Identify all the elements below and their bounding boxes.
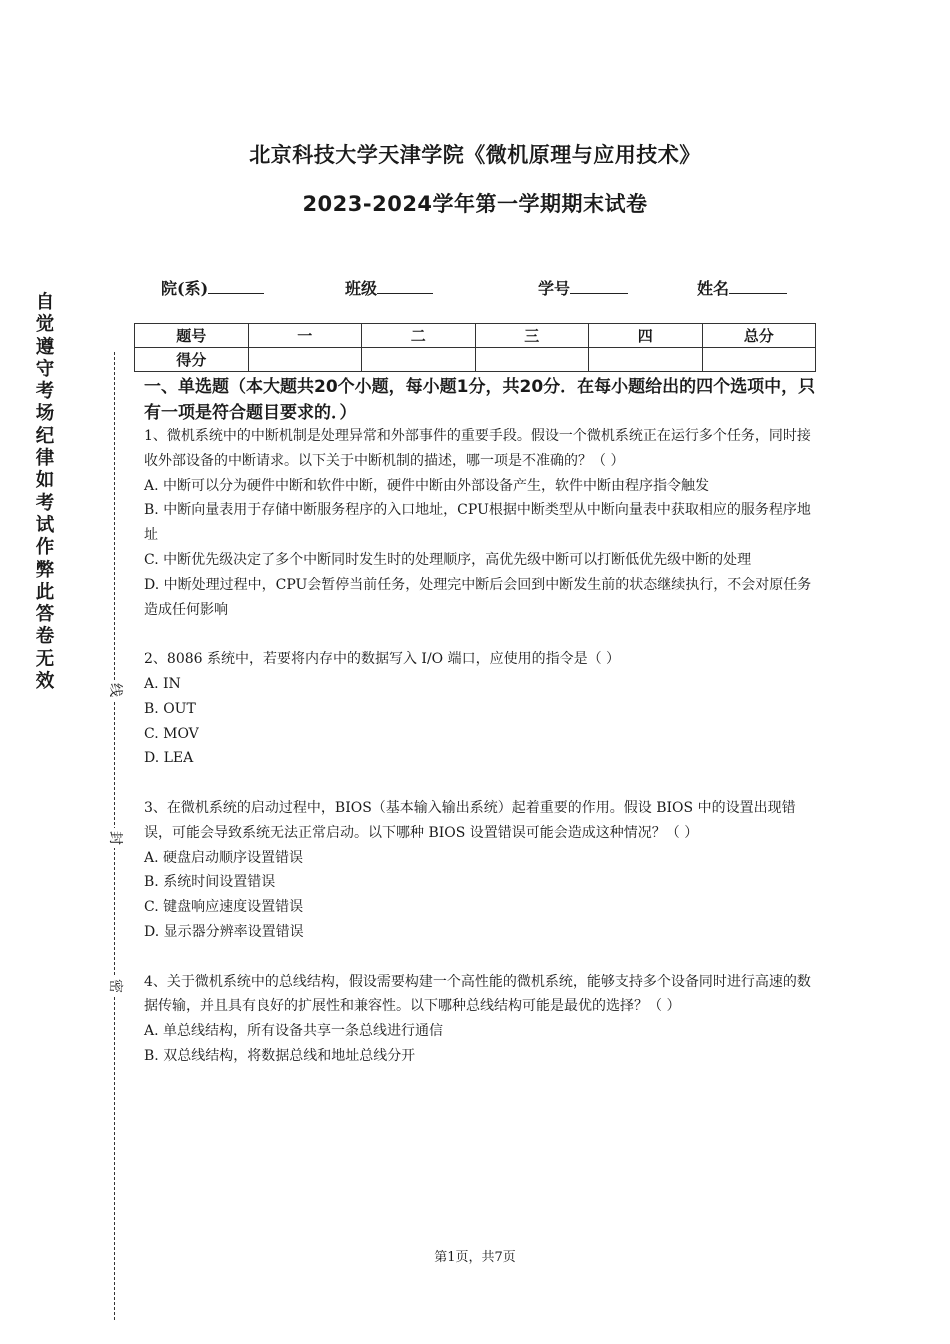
name-field[interactable] (697, 276, 787, 299)
question-4 (144, 970, 820, 1069)
option-a[interactable]: A. IN (144, 675, 181, 692)
seal-mark-secret: 密 (104, 976, 126, 996)
score-cell[interactable] (362, 348, 476, 372)
notice-char: 自 (35, 292, 55, 313)
page-number: 第1页，共7页 (434, 1250, 516, 1265)
option-b[interactable]: B. 系统时间设置错误 (144, 874, 276, 891)
seal-mark-line: 线 (104, 680, 126, 700)
score-header-cell: 题号 (135, 324, 249, 348)
score-cell[interactable] (475, 348, 589, 372)
score-header-cell: 二 (362, 324, 476, 348)
question-list (144, 424, 820, 1069)
option-c[interactable]: C. 中断优先级决定了多个中断同时发生时的处理顺序，高优先级中断可以打断低优先级中断的处理 (144, 551, 752, 568)
option-c[interactable]: C. 键盘响应速度设置错误 (144, 899, 304, 916)
question-spacer (144, 945, 820, 970)
notice-char: 此 (35, 581, 55, 603)
section-heading: 一、单选题（本大题共20个小题，每小题1分，共20分．在每小题给出的四个选项中，只有一项是符合题目要求的．） (144, 377, 816, 423)
notice-char: 答 (35, 604, 55, 626)
student-id-field[interactable] (538, 276, 628, 299)
option-d[interactable]: D. LEA (144, 750, 194, 767)
notice-char: 律 (35, 448, 55, 470)
option-c[interactable]: C. MOV (144, 725, 199, 742)
score-header-cell: 总分 (702, 324, 816, 348)
class-field[interactable] (345, 276, 433, 299)
score-header-cell: 四 (589, 324, 703, 348)
option-b[interactable]: B. OUT (144, 700, 196, 717)
notice-char: 弊 (35, 559, 55, 581)
option-b[interactable]: B. 双总线结构，将数据总线和地址总线分开 (144, 1047, 416, 1064)
question-3 (144, 796, 820, 945)
exam-title-line2: 2023-2024学年第一学期期末试卷 (302, 192, 648, 216)
question-spacer (144, 622, 820, 647)
department-blank[interactable] (208, 277, 264, 294)
notice-char: 无 (35, 648, 55, 670)
option-a[interactable]: A. 单总线结构，所有设备共享一条总线进行通信 (144, 1023, 444, 1040)
name-label: 姓名 (697, 279, 730, 298)
option-a[interactable]: A. 中断可以分为硬件中断和软件中断，硬件中断由外部设备产生，软件中断由程序指令触发 (144, 477, 710, 494)
score-header-cell: 一 (248, 324, 362, 348)
notice-char: 守 (35, 358, 55, 380)
student-id-label: 学号 (538, 279, 571, 298)
question-spacer (144, 771, 820, 796)
question-2 (144, 647, 820, 771)
option-d[interactable]: D. 中断处理过程中，CPU会暂停当前任务，处理完中断后会回到中断发生前的状态继续执行，不会对原任务造成任何影响 (144, 576, 812, 618)
student-id-blank[interactable] (570, 277, 628, 294)
exam-title-line1: 北京科技大学天津学院《微机原理与应用技术》 (249, 143, 701, 167)
notice-char: 作 (35, 537, 55, 559)
question-stem: 2、8086 系统中，若要将内存中的数据写入 I/O 端口，应使用的指令是（ ） (144, 651, 621, 668)
notice-char: 纪 (35, 425, 55, 447)
score-row-label: 得分 (135, 348, 249, 372)
class-blank[interactable] (377, 277, 433, 294)
score-cell[interactable] (589, 348, 703, 372)
department-field[interactable] (161, 276, 264, 299)
option-d[interactable]: D. 显示器分辨率设置错误 (144, 923, 304, 940)
notice-char: 场 (35, 403, 55, 425)
score-header-cell: 三 (475, 324, 589, 348)
notice-char: 效 (35, 671, 55, 693)
notice-char: 遵 (35, 336, 55, 358)
notice-char: 卷 (35, 626, 55, 648)
score-cell[interactable] (248, 348, 362, 372)
score-table-header-row (135, 324, 816, 348)
name-blank[interactable] (729, 277, 787, 294)
question-stem: 3、在微机系统的启动过程中，BIOS（基本输入输出系统）起着重要的作用。假设 BIOS 中的设置出现错误，可能会导致系统无法正常启动。以下哪种 BIOS 设置错误可能会造成这种情况？（ ） (144, 799, 796, 841)
notice-char: 考 (35, 381, 55, 403)
notice-char: 觉 (35, 314, 55, 336)
notice-char: 考 (35, 492, 55, 514)
seal-mark-seal: 封 (104, 828, 126, 848)
exam-discipline-notice (30, 292, 60, 693)
department-label: 院(系) (161, 279, 209, 298)
question-stem: 1、微机系统中的中断机制是处理异常和外部事件的重要手段。假设一个微机系统正在运行多个任务，同时接收外部设备的中断请求。以下关于中断机制的描述，哪一项是不准确的？（ ） (144, 428, 811, 469)
score-table-score-row (135, 348, 816, 372)
notice-char: 如 (35, 470, 55, 492)
class-label: 班级 (345, 279, 378, 298)
score-cell[interactable] (702, 348, 816, 372)
score-table (134, 323, 816, 372)
option-a[interactable]: A. 硬盘启动顺序设置错误 (144, 849, 304, 866)
question-stem: 4、关于微机系统中的总线结构，假设需要构建一个高性能的微机系统，能够支持多个设备同时进行高速的数据传输，并且具有良好的扩展性和兼容性。以下哪种总线结构可能是最优的选择？（ ） (144, 973, 811, 1015)
question-1 (144, 424, 820, 622)
option-b[interactable]: B. 中断向量表用于存储中断服务程序的入口地址，CPU根据中断类型从中断向量表中获取相应的服务程序地址 (144, 502, 811, 544)
notice-char: 试 (35, 514, 55, 536)
